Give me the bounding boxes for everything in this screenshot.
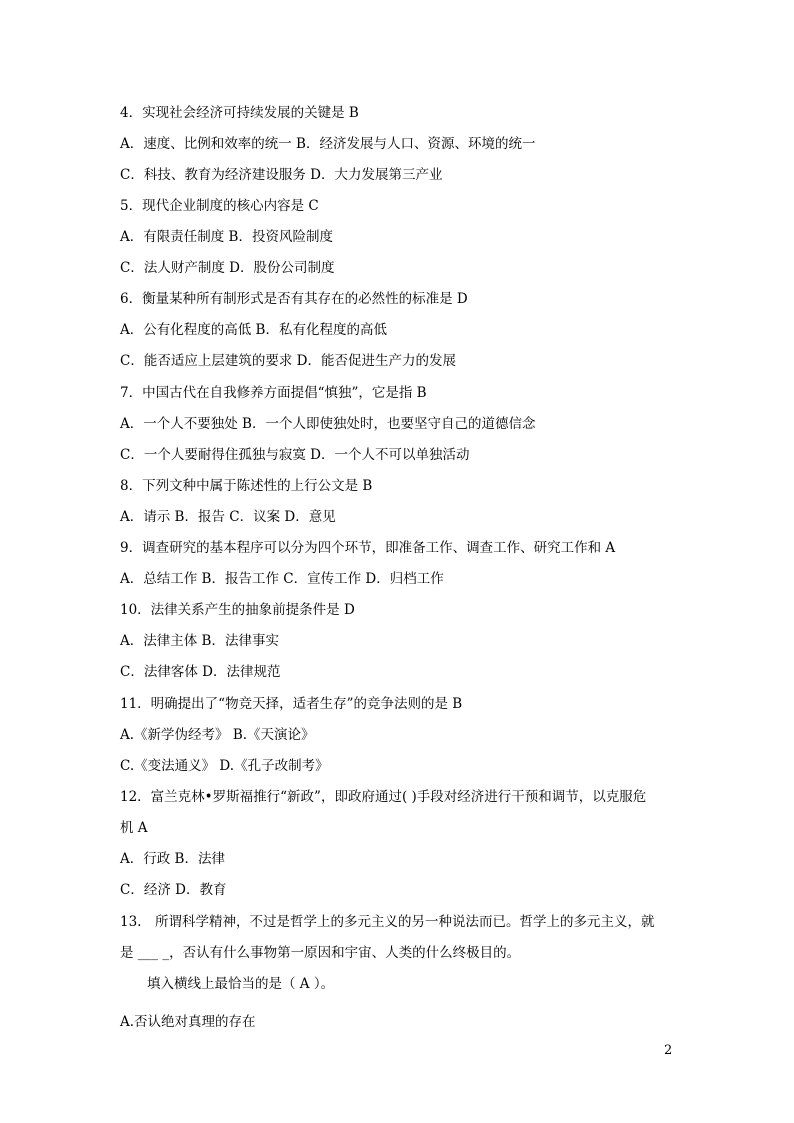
question-13: 13. 所谓科学精神，不过是哲学上的多元主义的另一种说法而已。哲学上的多元主义，就 (120, 914, 655, 930)
question-11-options-cd: C.《变法通义》 D.《孔子改制考》 (120, 758, 329, 774)
question-5-options-cd: C．法人财产制度 D．股份公司制度 (120, 260, 335, 276)
question-6-options-ab: A．公有化程度的高低 B．私有化程度的高低 (120, 322, 387, 338)
question-4-options-cd: C．科技、教育为经济建设服务 D．大力发展第三产业 (120, 167, 443, 183)
page-number: 2 (664, 1043, 673, 1058)
question-10-options-ab: A．法律主体 B．法律事实 (120, 633, 279, 649)
question-12: 12．富兰克林•罗斯福推行“新政”，即政府通过( )手段对经济进行干预和调节，以克服危 (120, 789, 647, 805)
question-9-options: A．总结工作 B．报告工作 C．宣传工作 D．归档工作 (120, 571, 444, 587)
question-13-instruction: 填入横线上最恰当的是（ A ）。 (120, 976, 335, 992)
question-6-options-cd: C．能否适应上层建筑的要求 D．能否促进生产力的发展 (120, 353, 456, 369)
question-13-continued: 是 ___ _，否认有什么事物第一原因和宇宙、人类的什么终极目的。 (120, 945, 521, 961)
question-12-options-cd: C．经济 D．教育 (120, 882, 227, 898)
question-11: 11．明确提出了“物竞天择，适者生存”的竞争法则的是 B (120, 696, 463, 712)
question-7-options-ab: A．一个人不要独处 B．一个人即使独处时，也要坚守自己的道德信念 (120, 416, 536, 432)
question-13-option-a: A.否认绝对真理的存在 (120, 1014, 256, 1030)
question-5: 5．现代企业制度的核心内容是 C (120, 198, 319, 214)
question-8-options: A．请示 B．报告 C．议案 D．意见 (120, 509, 336, 525)
question-7: 7．中国古代在自我修养方面提倡“慎独”，它是指 B (120, 385, 427, 401)
question-5-options-ab: A．有限责任制度 B．投资风险制度 (120, 229, 333, 245)
question-8: 8．下列文种中属于陈述性的上行公文是 B (120, 478, 373, 494)
question-12-continued: 机 A (120, 820, 148, 836)
question-4: 4．实现社会经济可持续发展的关键是 B (120, 105, 359, 121)
question-12-options-ab: A．行政 B．法律 (120, 851, 225, 867)
question-10: 10．法律关系产生的抽象前提条件是 D (120, 602, 355, 618)
question-11-options-ab: A.《新学伪经考》 B.《天演论》 (120, 727, 315, 743)
question-9: 9．调查研究的基本程序可以分为四个环节，即准备工作、调查工作、研究工作和 A (120, 540, 616, 556)
question-7-options-cd: C．一个人要耐得住孤独与寂寞 D．一个人不可以单独活动 (120, 447, 470, 463)
question-6: 6．衡量某种所有制形式是否有其存在的必然性的标准是 D (120, 291, 468, 307)
question-4-options-ab: A．速度、比例和效率的统一 B．经济发展与人口、资源、环境的统一 (120, 136, 536, 152)
question-10-options-cd: C．法律客体 D．法律规范 (120, 664, 281, 680)
